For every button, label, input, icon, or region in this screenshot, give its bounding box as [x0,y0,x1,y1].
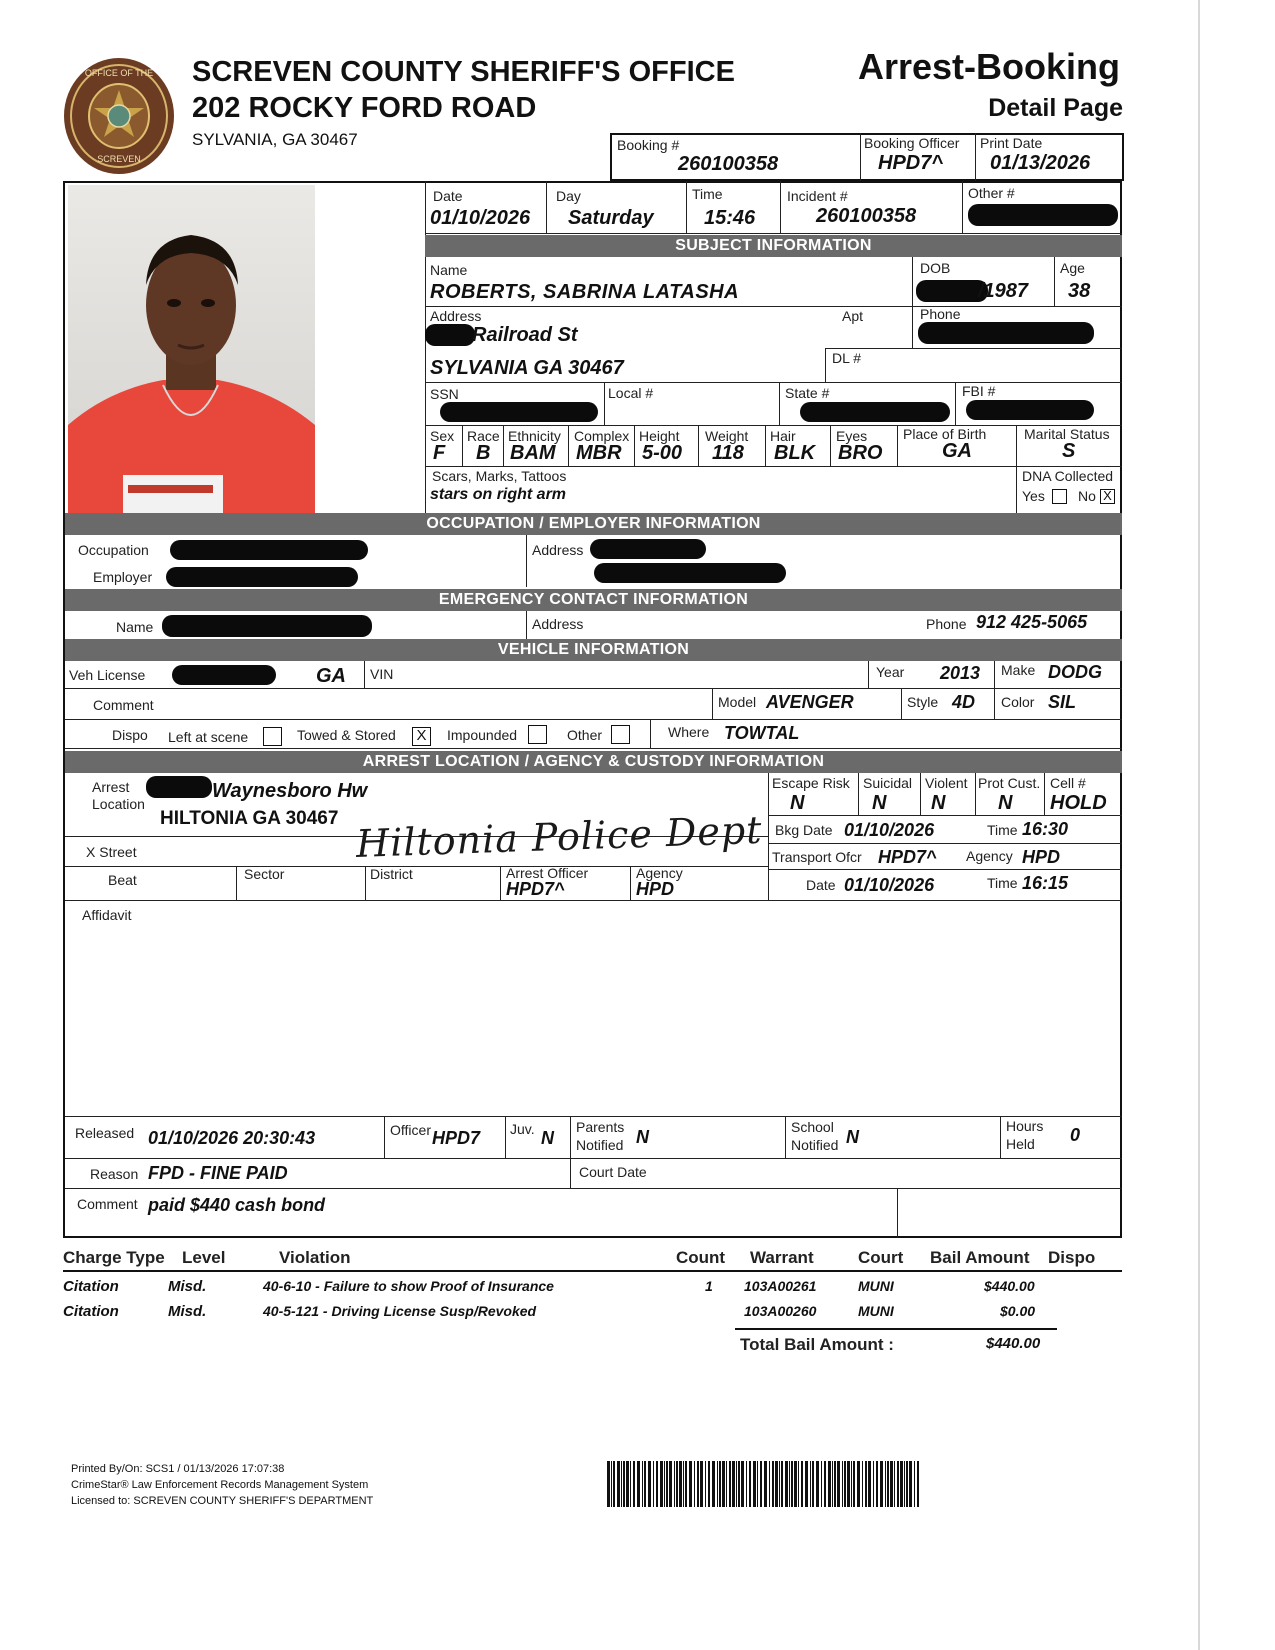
fbi-number-label: FBI # [962,383,996,399]
redacted-street-number [425,324,475,346]
eyes: BRO [838,442,883,464]
where-label: Where [668,724,710,740]
booking-officer: HPD7^ [878,152,944,174]
juvenile: N [541,1128,554,1148]
subject-street: Railroad St [472,324,578,346]
charges-header-cell: Level [182,1248,226,1267]
dna-collected-label: DNA Collected [1022,468,1114,484]
other-dispo-checkbox[interactable] [611,725,630,744]
hair: BLK [774,442,816,464]
suicidal: N [872,792,887,814]
subject-city: SYLVANIA GA 30467 [430,357,624,379]
sector-label: Sector [244,866,285,882]
veh-license-label: Veh License [69,667,146,683]
redacted-employer-address2 [594,563,786,583]
cross-street-label: X Street [86,844,137,860]
charge-level: Misd. [168,1303,207,1320]
charge-level: Misd. [168,1278,207,1295]
incident-number: 260100358 [816,205,917,227]
hours-held-label-line2: Held [1006,1136,1035,1152]
charges-header-cell: Violation [279,1248,351,1267]
veh-license-state: GA [316,665,346,687]
veh-year: 2013 [940,663,981,683]
redacted-occupation [170,540,368,560]
cell: HOLD [1050,792,1107,814]
booking-time: 16:30 [1022,819,1069,839]
school-notified-label-line2: Notified [791,1137,839,1153]
veh-style-label: Style [907,694,939,710]
violent-label: Violent [925,775,968,791]
height: 5-00 [642,442,683,464]
svg-text:SCREVEN: SCREVEN [97,154,141,164]
arrest-location-label-line1: Arrest [92,779,130,795]
redacted-veh-license [172,665,276,685]
phone-label: Phone [920,306,961,322]
handwritten-agency-note: Hiltonia Police Dept [355,807,764,866]
transport-officer: HPD7^ [878,847,937,867]
charge-warrant: 103A00260 [744,1303,817,1319]
employer-address-label: Address [532,542,584,558]
race-label: Race [467,428,500,444]
hair-label: Hair [770,428,796,444]
apt-label: Apt [842,308,864,324]
redacted-state-number [800,402,950,422]
charges-header-cell: Dispo [1048,1248,1096,1267]
charge-violation: 40-5-121 - Driving License Susp/Revoked [263,1303,537,1319]
charges-header-cell: Charge Type [63,1248,165,1267]
marital-status: S [1062,440,1076,462]
footer-licensed-to: Licensed to: SCREVEN COUNTY SHERIFF'S DEPARTMENT [71,1495,374,1507]
veh-model: AVENGER [766,692,854,712]
dna-no-label: No [1078,488,1096,504]
event-time-label: Time [692,186,723,202]
charge-court: MUNI [858,1303,894,1319]
charge-violation: 40-6-10 - Failure to show Proof of Insurance [263,1278,554,1294]
hours-held: 0 [1070,1125,1081,1145]
event-day-label: Day [556,188,581,204]
emergency-phone-label: Phone [926,616,967,632]
vehicle-info-header: VEHICLE INFORMATION [65,639,1122,661]
footer-printed-by: Printed By/On: SCS1 / 01/13/2026 17:07:38 [71,1463,285,1475]
charges-header-cell: Count [676,1248,726,1267]
booking-number: 260100358 [678,153,779,175]
event-date: 01/10/2026 [430,207,531,229]
ethnicity: BAM [510,442,556,464]
scan-edge [1198,0,1200,1650]
emergency-phone: 912 425-5065 [976,612,1088,632]
veh-comment-label: Comment [93,697,154,713]
veh-year-label: Year [876,664,905,680]
place-of-birth: GA [942,440,972,462]
arrest-location-line1: Waynesboro Hw [212,780,368,802]
charges-header-cell: Court [858,1248,904,1267]
released-datetime: 01/10/2026 20:30:43 [148,1128,316,1148]
transport-officer-label: Transport Ofcr [772,849,862,865]
veh-make: DODG [1048,662,1102,682]
employer-label: Employer [93,569,153,585]
charges-header-cell: Warrant [750,1248,814,1267]
age-label: Age [1060,260,1085,276]
charge-court: MUNI [858,1278,894,1294]
parents-notified-label-line2: Notified [576,1137,624,1153]
scars-marks-tattoos: stars on right arm [430,486,567,503]
ssn-label: SSN [430,386,459,402]
arrest-agency: HPD [636,879,675,899]
marital-status-label: Marital Status [1024,426,1110,442]
arrest-officer-label: Arrest Officer [506,865,589,881]
emergency-contact-header: EMERGENCY CONTACT INFORMATION [65,589,1122,611]
complexion: MBR [576,442,622,464]
transport-date: 01/10/2026 [844,875,935,895]
print-date-label: Print Date [980,135,1043,151]
dob-label: DOB [920,260,951,276]
sex-label: Sex [430,428,455,444]
impounded-checkbox[interactable] [528,725,547,744]
towed-stored-checkbox[interactable]: X [412,727,431,746]
release-reason-label: Reason [90,1166,139,1182]
state-number-label: State # [785,385,830,401]
document-subtitle: Detail Page [988,94,1123,122]
protective-custody-label: Prot Cust. [978,775,1041,791]
impounded-label: Impounded [447,727,518,743]
charges-header-cell: Bail Amount [930,1248,1030,1267]
race: B [476,442,491,464]
scars-marks-tattoos-label: Scars, Marks, Tattoos [432,468,567,484]
hours-held-label-line1: Hours [1006,1118,1044,1134]
veh-color-label: Color [1001,694,1035,710]
veh-model-label: Model [718,694,757,710]
age: 38 [1068,280,1091,302]
total-bail-label: Total Bail Amount : [740,1335,894,1354]
booking-date: 01/10/2026 [844,820,935,840]
eyes-label: Eyes [836,428,868,444]
suicidal-label: Suicidal [863,775,913,791]
transport-time-label: Time [987,875,1018,891]
redacted-arrest-address [146,776,212,798]
charge-count: 1 [705,1278,713,1294]
vin-label: VIN [370,666,394,682]
where-towed: TOWTAL [724,723,800,743]
subject-name: ROBERTS, SABRINA LATASHA [430,281,740,303]
court-date-label: Court Date [579,1164,647,1180]
weight: 118 [712,442,744,464]
release-officer: HPD7 [432,1128,481,1148]
escape-risk-label: Escape Risk [772,775,850,791]
sex: F [433,442,446,464]
dispo-label: Dispo [112,727,148,743]
emergency-address-label: Address [532,616,584,632]
arrest-custody-header: ARREST LOCATION / AGENCY & CUSTODY INFORMATION [65,751,1122,773]
beat-label: Beat [108,872,137,888]
event-date-label: Date [433,188,463,204]
other-dispo-label: Other [567,727,603,743]
veh-make-label: Make [1001,662,1036,678]
left-at-scene-checkbox[interactable] [263,727,282,746]
occupation-header: OCCUPATION / EMPLOYER INFORMATION [65,513,1122,535]
redacted-fbi-number [966,400,1094,420]
agency-name: SCREVEN COUNTY SHERIFF'S OFFICE [192,56,735,88]
left-at-scene-label: Left at scene [168,729,249,745]
address-label: Address [430,308,482,324]
barcode [607,1461,921,1507]
subject-name-label: Name [430,262,468,278]
total-bail-amount: $440.00 [986,1335,1041,1352]
protective-custody: N [998,792,1013,814]
charge-type: Citation [63,1303,119,1320]
weight-label: Weight [705,428,749,444]
district-label: District [370,866,413,882]
transport-agency: HPD [1022,847,1061,867]
redacted-employer [166,567,358,587]
arrest-officer: HPD7^ [506,879,565,899]
redacted-phone [918,322,1094,344]
incident-label: Incident # [787,188,848,204]
arrest-agency-label: Agency [636,865,683,881]
footer-system: CrimeStar® Law Enforcement Records Management System [71,1479,369,1491]
complexion-label: Complex [574,428,630,444]
place-of-birth-label: Place of Birth [903,426,987,442]
redacted-employer-address1 [590,539,706,559]
print-date: 01/13/2026 [990,152,1091,174]
booking-officer-label: Booking Officer [864,135,960,151]
violent: N [931,792,946,814]
transport-time: 16:15 [1022,873,1069,893]
redacted-other-number [968,204,1118,226]
affidavit-label: Affidavit [82,907,132,923]
booking-time-label: Time [987,822,1018,838]
other-number-label: Other # [968,185,1015,201]
document-title: Arrest-Booking [857,46,1120,87]
agency-address-line1: 202 ROCKY FORD ROAD [192,92,537,124]
release-comment-label: Comment [77,1196,138,1212]
booking-number-label: Booking # [617,137,680,153]
ethnicity-label: Ethnicity [508,428,561,444]
parents-notified-label-line1: Parents [576,1119,625,1135]
released-label: Released [75,1125,135,1141]
release-comment: paid $440 cash bond [148,1195,326,1215]
dna-no-checkbox[interactable]: X [1100,489,1115,504]
redacted-ssn [440,402,598,422]
charge-bail-amount: $440.00 [984,1278,1035,1294]
charge-warrant: 103A00261 [744,1278,817,1294]
school-notified-label-line1: School [791,1119,834,1135]
subject-info-header: SUBJECT INFORMATION [425,235,1122,257]
local-number-label: Local # [608,385,654,401]
sheriff-seal [62,56,176,176]
parents-notified: N [636,1127,649,1147]
event-time: 15:46 [704,207,756,229]
subject-photo [68,185,315,513]
arrest-location-line2: HILTONIA GA 30467 [160,808,339,829]
veh-style: 4D [952,692,976,712]
height-label: Height [639,428,680,444]
booking-date-label: Bkg Date [775,822,833,838]
agency-address-line2: SYLVANIA, GA 30467 [192,130,358,149]
juvenile-label: Juv. [510,1121,535,1137]
occupation-label: Occupation [78,542,149,558]
towed-stored-label: Towed & Stored [297,727,396,743]
arrest-location-label-line2: Location [92,796,145,812]
charge-type: Citation [63,1278,119,1295]
dob: /1987 [978,280,1029,302]
transport-date-label: Date [806,877,836,893]
veh-color: SIL [1048,692,1077,712]
transport-agency-label: Agency [966,848,1013,864]
school-notified: N [846,1127,859,1147]
cell-label: Cell # [1050,775,1086,791]
release-reason: FPD - FINE PAID [148,1163,288,1183]
svg-text:OFFICE OF THE: OFFICE OF THE [84,68,154,78]
event-day: Saturday [568,207,654,229]
dna-yes-checkbox[interactable] [1052,489,1067,504]
release-officer-label: Officer [390,1122,431,1138]
emergency-name-label: Name [116,619,154,635]
charge-bail-amount: $0.00 [1000,1303,1036,1319]
dna-yes-label: Yes [1022,488,1045,504]
escape-risk: N [790,792,805,814]
redacted-emergency-name [162,615,372,637]
dl-label: DL # [832,350,862,366]
